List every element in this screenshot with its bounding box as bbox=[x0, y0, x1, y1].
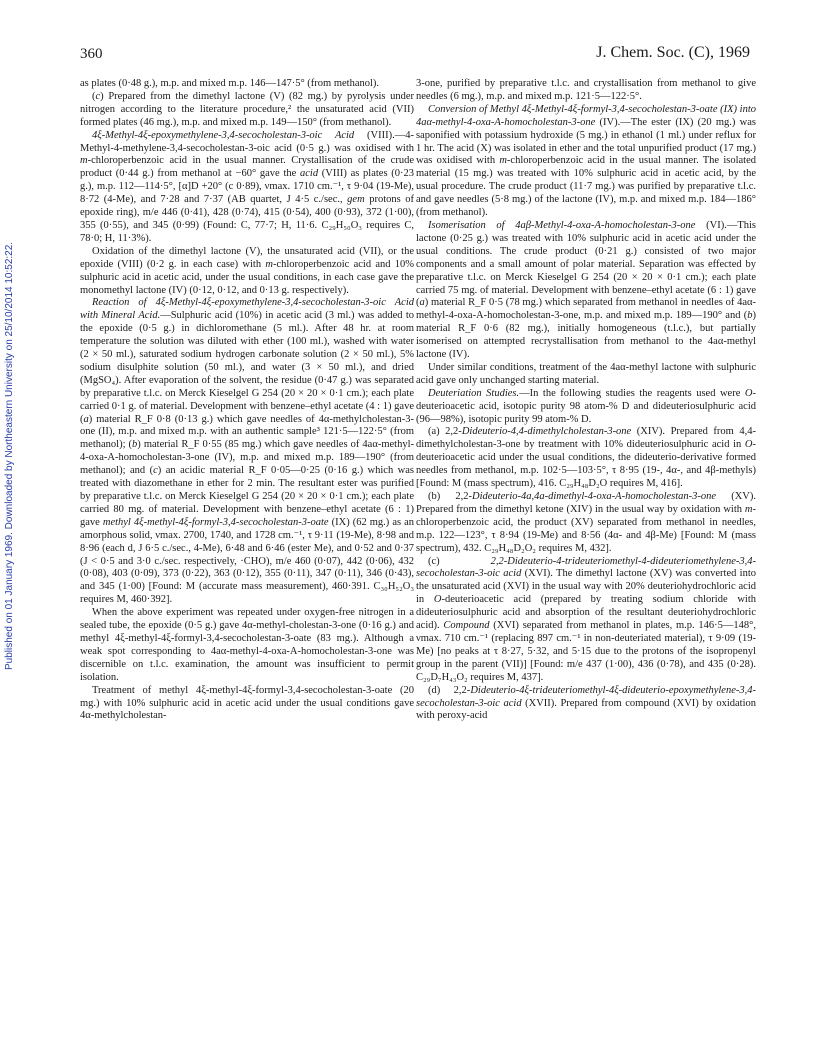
paragraph bbox=[80, 78, 414, 91]
paragraph bbox=[80, 246, 414, 298]
paragraph bbox=[416, 685, 756, 724]
left-column bbox=[80, 78, 414, 723]
text-run: ) an acidic material R_F 0·05—0·25 (0·16 g.) which was treated with diazomethane in ether for 2 min. The resultant ester was purified by preparative t.l.c. on Merck Kieselgel G 254 (20 × 20 × 0·1 cm.); each plate carried 80 mg. of material. Development with benzene–ethyl acetate (6 : 1) gave bbox=[80, 465, 414, 528]
text-run: Oxidation of the dimethyl lactone (V), the unsaturated acid (VII), or the epoxide (VIII) (0·2 g. in each case) with bbox=[80, 245, 414, 270]
text-run: (XVII). Prepared from compound (XVI) by oxidation with peroxy-acid bbox=[416, 697, 756, 722]
text-run: ( bbox=[92, 90, 96, 102]
italic-text: Dideuterio-4ξ-trideuteriomethyl-4ξ-dideuterio-epoxymethylene-3,4-secocholestan-3-oic acid bbox=[416, 684, 756, 709]
italic-text: Dideuterio-4a,4a-dimethyl-4-oxa-A-homocholestan-3-one bbox=[472, 491, 717, 502]
italic-text: c bbox=[95, 90, 101, 102]
italic-text: Reaction of 4ξ-Methyl-4ξ-epoxymethylene-3,4-secocholestan-3-oic Acid with Mineral Acid. bbox=[80, 297, 414, 322]
text-run: 3-one, purified by preparative t.l.c. and crystallisation from methanol to give needles (6 mg.), m.p. and mixed m.p. 121·5—122·5°. bbox=[416, 78, 756, 102]
italic-text: m bbox=[499, 155, 507, 167]
paragraph bbox=[416, 220, 756, 362]
right-column bbox=[416, 78, 756, 723]
italic-text: a bbox=[83, 413, 89, 425]
italic-text: Conversion of Methyl 4ξ-Methyl-4ξ-formyl-3,4-secocholestan-3-oate (IX) into 4aα-methyl-4-oxa-A-homocholestan-3-one bbox=[416, 103, 756, 128]
italic-text: methyl 4ξ-methyl-4ξ-formyl-3,4-secocholestan-3-oate bbox=[102, 516, 329, 528]
running-head: J. Chem. Soc. (C), 1969 bbox=[596, 44, 750, 61]
text-run: ) material R_F 0·8 (0·13 g.) which gave needles of 4α-methylcholestan-3-one (II), m.p. and mixed m.p. with an authentic sample³ 121·5—122·5° (from methanol); ( bbox=[80, 413, 414, 451]
italic-text: O bbox=[744, 439, 753, 451]
text-run: (XIV). Prepared from 4,4-dimethylcholestan-3-one by treatment with 10% dideuteriosulphuric acid in bbox=[416, 426, 756, 451]
text-run: (IV).—The ester (IX) (20 mg.) was saponified with potassium hydroxide (5 mg.) in ethanol (1 ml.) under reflux for 1 hr. The acid (X) was isolated in ether and the total unpurified product (17 mg.) was oxidised with bbox=[416, 116, 756, 167]
text-run: —Sulphuric acid (10%) in acetic acid (3 ml.) was added to the epoxide (0·5 g.) in dichloromethane (5 ml.). After 48 hr. at room temperature the solution was diluted with ether (100 ml.), washed with water (2 × 50 ml.), saturated sodium hydrogen carbonate solution (2 × 50 ml.), 5% sodium disulphite solution (50 ml.), and water (3 × 50 ml.), and dried (MgSO₄). After evaporation of the solvent, the residue (0·47 g.) was separated by preparative t.l.c. on Merck Kieselgel G 254 (20 × 20 × 0·1 cm.); each plate carried 0·1 g. of material. Development with benzene–ethyl acetate (4 : 1) gave ( bbox=[80, 310, 415, 425]
text-run: Treatment of methyl 4ξ-methyl-4ξ-formyl-3,4-secocholestan-3-oate (20 mg.) with 10% sulphuric acid in acetic acid under the usual conditions gave 4α-methylcholestan- bbox=[80, 684, 414, 722]
paragraph bbox=[416, 388, 756, 427]
side-note-text[interactable]: Published on 01 January 1969. Downloaded by Northeastern University on 25/10/2014 10:52:22. bbox=[4, 241, 15, 670]
italic-text: 4ξ-Methyl-4ξ-epoxymethylene-3,4-secocholestan-3-oic Acid bbox=[92, 129, 355, 141]
italic-text: Deuteriation Studies. bbox=[428, 387, 520, 399]
text-run: -chloroperbenzoic acid, the product (XV) separated from methanol in needles, m.p. 122—123°, τ 8·94 (19-Me) and 8·56 (4α- and 4β-Me) [Found: M (mass spectrum), 432. C₂₉H₄₈D₂O₂ requires M, 432]. bbox=[416, 503, 756, 554]
text-run: -chloroperbenzoic acid and 10% sulphuric acid in acetic acid, under the usual conditions, in each case gave the monomethyl lactone (IV) (0·12, 0·12, and 0·13 g. respectively). bbox=[80, 258, 414, 296]
text-run: (VIII).—4-Methyl-4-methylene-3,4-secocholestan-3-oic acid (0·5 g.) was oxidised with bbox=[80, 129, 414, 154]
text-run: (c) bbox=[428, 555, 491, 567]
text-run: -chloroperbenzoic acid in the usual manner. Crystallisation of the crude product (0·44 g.) from methanol at −60° gave the bbox=[80, 155, 414, 180]
italic-text: Dideuterio-4,4-dimethylcholestan-3-one bbox=[461, 426, 632, 438]
text-run: -chloroperbenzoic acid in the usual manner. The isolated material (15 mg.) was treated with 10% sulphuric acid in acetic acid, by the usual procedure. The crude product (11·7 mg.) was purified by preparative t.l.c. and gave needles (5·8 mg.) of the lactone (IV), m.p. and mixed m.p. 184—186° (from methanol). bbox=[416, 155, 756, 219]
paragraph bbox=[416, 362, 756, 388]
italic-text: m bbox=[80, 155, 88, 167]
paragraph bbox=[416, 104, 756, 220]
text-run: ) material R_F 0·55 (85 mg.) which gave needles of 4aα-methyl-4-oxa-A-homocholestan-3-one (IV), m.p. and mixed m.p. 189—190° (from methanol); and ( bbox=[80, 439, 414, 477]
text-run: (XV). Prepared from the dimethyl ketone (XIV) in the usual way by oxidation with bbox=[416, 491, 756, 515]
italic-text: gem bbox=[347, 194, 365, 206]
italic-text: a bbox=[419, 297, 425, 309]
text-run: -deuterioacetic acid under the usual conditions, the dideuterio-derivative formed needles from methanol, m.p. 102·5—103·5°, τ 8·95 (19-, 4α-, and 4β-methyls) [Found: M (mass spectrum), 416. C₂₉H₄₈D₂O requires M, 416]. bbox=[416, 439, 756, 490]
page-number: 360 bbox=[80, 46, 103, 62]
italic-text: O bbox=[744, 387, 753, 399]
text-run: When the above experiment was repeated under oxygen-free nitrogen in a sealed tube, the epoxide (0·5 g.) gave 4α-methyl-cholestan-3-one (0·16 g.) and methyl 4ξ-methyl-4ξ-formyl-3,4-secocholestan-3-oate (83 mg.). Although a weak spot corresponding to 4aα-methyl-4-oxa-A-homocholestan-3-one was discernible on t.l.c. examination, the amount was insufficient to permit isolation. bbox=[80, 607, 414, 683]
text-run: (a) 2,2- bbox=[428, 426, 462, 438]
italic-text: c bbox=[153, 465, 158, 477]
text-run: -deuterioacetic acid, isotopic purity 98 atom-% D and dideuteriosulphuric acid (96—98%), isotopic purity 99 atom-% D. bbox=[416, 387, 757, 425]
side-note bbox=[4, 130, 18, 830]
text-run: as plates (0·48 g.), m.p. and mixed m.p. 146—147·5° (from methanol). bbox=[80, 78, 380, 89]
text-run: protons of epoxide ring), m/e 446 (0·41), 428 (0·74), 415 (0·54), 400 (0·93), 372 (1·00), 355 (0·55), and 345 (0·99) (Found: C, 77·7; H, 11·6. C₂₉H₅₀O₃ requires C, 78·0; H, 11·3%). bbox=[80, 194, 414, 244]
italic-text: b bbox=[132, 439, 138, 451]
italic-text: m bbox=[744, 503, 753, 515]
text-run: ) material R_F 0·6 (82 mg.), initially homogeneous (t.l.c.), but partially isomerised on attempted recrystallisation from methanol to the 4aα-methyl lactone (IV). bbox=[416, 310, 756, 361]
paragraph bbox=[416, 78, 756, 104]
text-run: ) Prepared from the dimethyl lactone (V) (82 mg.) by pyrolysis under nitrogen according to the literature procedure,² the unsaturated acid (VII) formed plates (46 mg.), m.p. and mixed m.p. 149—150° (from methanol). bbox=[80, 90, 414, 128]
paragraph bbox=[80, 91, 414, 130]
text-run: (d) 2,2- bbox=[428, 684, 471, 696]
italic-text: Compound bbox=[443, 620, 490, 632]
italic-text: O bbox=[433, 594, 442, 606]
italic-text: acid bbox=[300, 168, 319, 180]
text-run: (IX) (62 mg.) as an amorphous solid, νmax. 2700, 1740, and 1728 cm.⁻¹, τ 9·11 (19-Me), 8·98 and 8·96 (each d, J 6·5 c./sec., 4-Me), 6·48 and 6·46 (ester Me), and 0·52 and 0·37 (J < 0·5 and 3·0 c./sec. respectively, ·CHO), m/e 460 (0·07), 442 (0·06), 432 (0·08), 403 (0·09), 373 (0·22), 363 (0·12), 355 (0·11), 347 (0·11), 346 (0·43), and 345 (1·00) [Found: M (accurate mass measurement), 460·391. C₃₀H₅₂O₃ requires M, 460·392]. bbox=[80, 516, 415, 606]
italic-text: b bbox=[747, 310, 753, 322]
paragraph bbox=[416, 556, 756, 685]
text-run: (VI).—This lactone (0·25 g.) was treated with 10% sulphuric acid in acetic acid under the usual conditions. The crude product (0·21 g.) consisted of two major components and a small amount of polar material. Separation was effected by preparative t.l.c. on Merck Kieselgel G 254 (20 × 20 × 0·1 cm.); each plate carried 75 mg. of material. Development with benzene–ethyl acetate (6 : 1) gave ( bbox=[416, 219, 756, 309]
text-run: (b) 2,2- bbox=[428, 491, 472, 502]
text-run: (XVI) separated from methanol in plates, m.p. 146·5—148°, νmax. 710 cm.⁻¹ (replacing 897 cm.⁻¹ in non-deuteriated material), τ 9·09 (19-Me) [no peaks at τ 8·27, 5·32, and 5·15 due to the protons of the isopropenyl group in the parent (VII)] [Found: m/e 437 (1·00), 436 (0·78), and 435 (0·28). C₂₉D₇H₄₃O₂ requires M, 437]. bbox=[416, 620, 756, 683]
italic-text: Isomerisation of 4aβ-Methyl-4-oxa-A-homocholestan-3-one bbox=[428, 219, 696, 231]
paragraph bbox=[416, 491, 756, 556]
text-run: ) material R_F 0·5 (78 mg.) which separated from methanol in needles of 4aα-methyl-4-oxa-A-homocholestan-3-one, m.p. and mixed m.p. 189—190° and ( bbox=[416, 297, 756, 322]
text-run: (XVI). The dimethyl lactone (XV) was converted into the unsaturated acid (XVI) in the usual way with 20% deuteriohydrochloric acid in bbox=[416, 568, 756, 606]
text-run: —In the following studies the reagents used were bbox=[519, 387, 745, 399]
paragraph bbox=[80, 685, 414, 724]
text-run: (VIII) as plates (0·23 g.), m.p. 112—114·5°, [α]D +20° (c 0·89), νmax. 1710 cm.⁻¹, τ 9·04 (19-Me), 8·72 (4-Me), and 7·28 and 7·37 (AB quartet, J 4·5 c./sec., bbox=[80, 168, 414, 206]
text-run: -deuterioacetic acid (prepared by treating sodium chloride with dideuteriosulphuric acid and absorption of the resultant deuteriohydrochloric acid). bbox=[416, 594, 756, 632]
paragraph bbox=[80, 607, 414, 684]
italic-text: m bbox=[265, 258, 273, 270]
italic-text: 2,2-Dideuterio-4-trideuteriomethyl-4-dideuteriomethylene-3,4-secocholestan-3-oic acid bbox=[416, 555, 756, 580]
text-run: Under similar conditions, treatment of the 4aα-methyl lactone with sulphuric acid gave only unchanged starting material. bbox=[416, 361, 756, 386]
paragraph bbox=[80, 297, 414, 607]
paragraph bbox=[416, 426, 756, 491]
paragraph bbox=[80, 130, 414, 246]
